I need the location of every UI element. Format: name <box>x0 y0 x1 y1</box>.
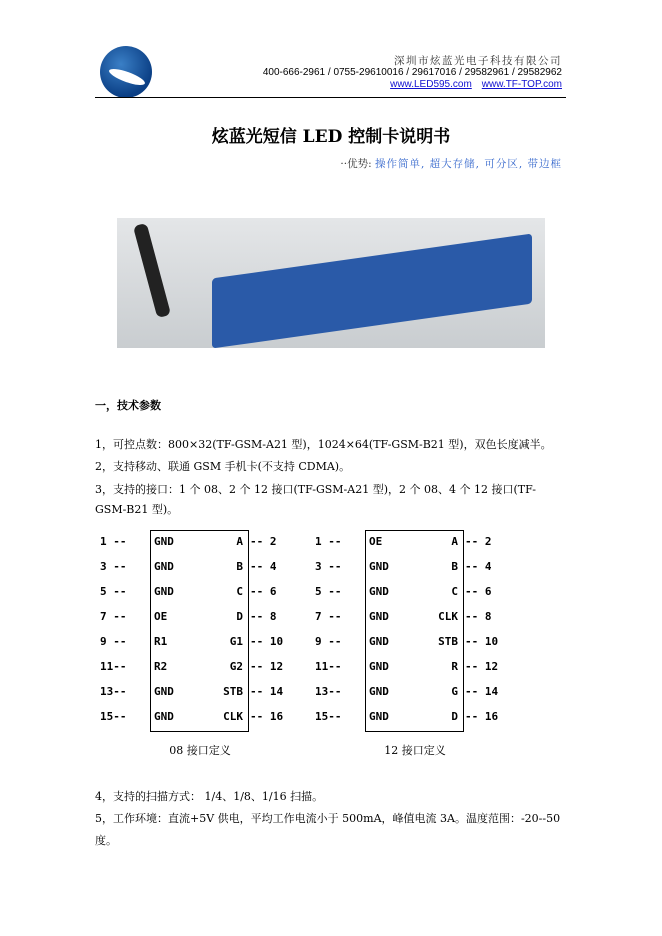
advantages-label: ··优势: <box>340 158 372 170</box>
pin-row <box>100 557 300 582</box>
product-photo <box>117 218 545 348</box>
pin-number-left: 11-- <box>315 660 342 673</box>
signal-right: R <box>451 660 458 673</box>
pin-number-right: -- 2 <box>465 535 492 548</box>
pin-number-right: -- 8 <box>465 610 492 623</box>
signal-left: OE <box>369 535 383 548</box>
signal-right: C <box>236 585 243 598</box>
signal-left: GND <box>369 560 389 573</box>
signal-left: GND <box>369 710 389 723</box>
pin-number-left: 1 -- <box>315 535 342 548</box>
pin-row <box>315 532 515 557</box>
pin-number-left: 5 -- <box>315 585 342 598</box>
param-item: 4，支持的扫描方式： 1/4、1/8、1/16 扫描。 <box>95 790 324 803</box>
pin-number-right: -- 12 <box>465 660 499 673</box>
signal-left: GND <box>154 535 174 548</box>
pin-number-right: -- 6 <box>465 585 492 598</box>
signal-right: G <box>451 685 458 698</box>
pin-row <box>100 582 300 607</box>
signal-right: STB <box>223 685 243 698</box>
pin-number-right: -- 2 <box>250 535 277 548</box>
signal-right: G2 <box>229 660 243 673</box>
diagram-caption: 08 接口定义 <box>169 744 231 757</box>
pin-number-left: 3 -- <box>100 560 127 573</box>
signal-right: CLK <box>223 710 243 723</box>
signal-left: GND <box>369 660 389 673</box>
signal-left: GND <box>154 710 174 723</box>
pin-number-left: 15-- <box>100 710 127 723</box>
pin-number-left: 13-- <box>315 685 342 698</box>
signal-right: G1 <box>229 635 243 648</box>
pin-number-left: 9 -- <box>315 635 342 648</box>
header-divider <box>95 97 566 98</box>
website-links <box>380 79 562 90</box>
pin-number-right: -- 16 <box>250 710 284 723</box>
signal-right: STB <box>438 635 458 648</box>
page-title: 炫蓝光短信 LED 控制卡说明书 <box>211 127 451 147</box>
signal-right: CLK <box>438 610 458 623</box>
link-tf-top[interactable]: www.TF-TOP.com <box>481 79 562 90</box>
antenna-image <box>133 223 171 318</box>
signal-left: GND <box>369 635 389 648</box>
diagram-08-interface <box>100 530 300 770</box>
pin-number-left: 7 -- <box>315 610 342 623</box>
pin-row <box>315 707 515 732</box>
signal-right: C <box>451 585 458 598</box>
pin-number-right: -- 10 <box>465 635 499 648</box>
pin-row <box>315 557 515 582</box>
pin-row <box>315 632 515 657</box>
pin-row <box>100 682 300 707</box>
signal-left: GND <box>369 610 389 623</box>
pin-number-right: -- 6 <box>250 585 277 598</box>
pin-number-left: 9 -- <box>100 635 127 648</box>
signal-right: D <box>451 710 458 723</box>
params-list <box>95 434 565 520</box>
signal-right: A <box>451 535 458 548</box>
param-item: 2，支持移动、联通 GSM 手机卡(不支持 CDMA)。 <box>95 460 351 473</box>
param-item: 1，可控点数：800×32(TF-GSM-A21 型)，1024×64(TF-GSM-B21 型)，双色长度减半。 <box>95 438 552 451</box>
pin-row <box>315 582 515 607</box>
pin-row <box>100 707 300 732</box>
signal-left: R2 <box>154 660 168 673</box>
pin-number-left: 5 -- <box>100 585 127 598</box>
diagram-12-interface <box>315 530 515 770</box>
circuit-board-image <box>212 234 532 349</box>
pin-number-right: -- 14 <box>465 685 499 698</box>
pin-number-right: -- 14 <box>250 685 284 698</box>
pin-number-right: -- 10 <box>250 635 284 648</box>
signal-left: GND <box>369 685 389 698</box>
signal-left: GND <box>154 585 174 598</box>
link-led595[interactable]: www.LED595.com <box>390 79 472 90</box>
advantages-line <box>340 156 562 171</box>
pin-number-left: 15-- <box>315 710 342 723</box>
pin-row <box>100 607 300 632</box>
signal-right: B <box>451 560 458 573</box>
section-heading: 一，技术参数 <box>95 399 161 412</box>
company-logo <box>100 46 152 98</box>
signal-left: OE <box>154 610 168 623</box>
signal-left: GND <box>369 585 389 598</box>
pin-number-left: 11-- <box>100 660 127 673</box>
pin-number-right: -- 12 <box>250 660 284 673</box>
pin-row <box>315 682 515 707</box>
company-name: 深圳市炫蓝光电子科技有限公司 <box>394 55 562 67</box>
pin-number-right: -- 16 <box>465 710 499 723</box>
pin-number-left: 7 -- <box>100 610 127 623</box>
pin-number-right: -- 4 <box>250 560 277 573</box>
pin-number-right: -- 8 <box>250 610 277 623</box>
signal-right: D <box>236 610 243 623</box>
pin-row <box>315 657 515 682</box>
advantages-value: 操作简单, 超大存储, 可分区, 带边框 <box>374 158 562 170</box>
pin-number-left: 1 -- <box>100 535 127 548</box>
diagram-caption: 12 接口定义 <box>384 744 446 757</box>
param-item: 3，支持的接口：1 个 08、2 个 12 接口(TF-GSM-A21 型)，2 个 08、4 个 12 接口(TF-GSM-B21 型)。 <box>95 483 536 516</box>
signal-left: GND <box>154 685 174 698</box>
signal-left: R1 <box>154 635 168 648</box>
signal-right: A <box>236 535 243 548</box>
param-item: 5，工作环境：直流+5V 供电，平均工作电流小于 500mA，峰值电流 3A。温度范围：-20--50 度。 <box>95 812 561 847</box>
pin-row <box>100 532 300 557</box>
phone-numbers: 400-666-2961 / 0755-29610016 / 29617016 / 29582961 / 29582962 <box>262 67 562 78</box>
pin-row <box>100 632 300 657</box>
pin-number-left: 3 -- <box>315 560 342 573</box>
pin-number-right: -- 4 <box>465 560 492 573</box>
pin-number-left: 13-- <box>100 685 127 698</box>
signal-left: GND <box>154 560 174 573</box>
pin-row <box>315 607 515 632</box>
pin-row <box>100 657 300 682</box>
params-list-2 <box>95 786 565 852</box>
signal-right: B <box>236 560 243 573</box>
